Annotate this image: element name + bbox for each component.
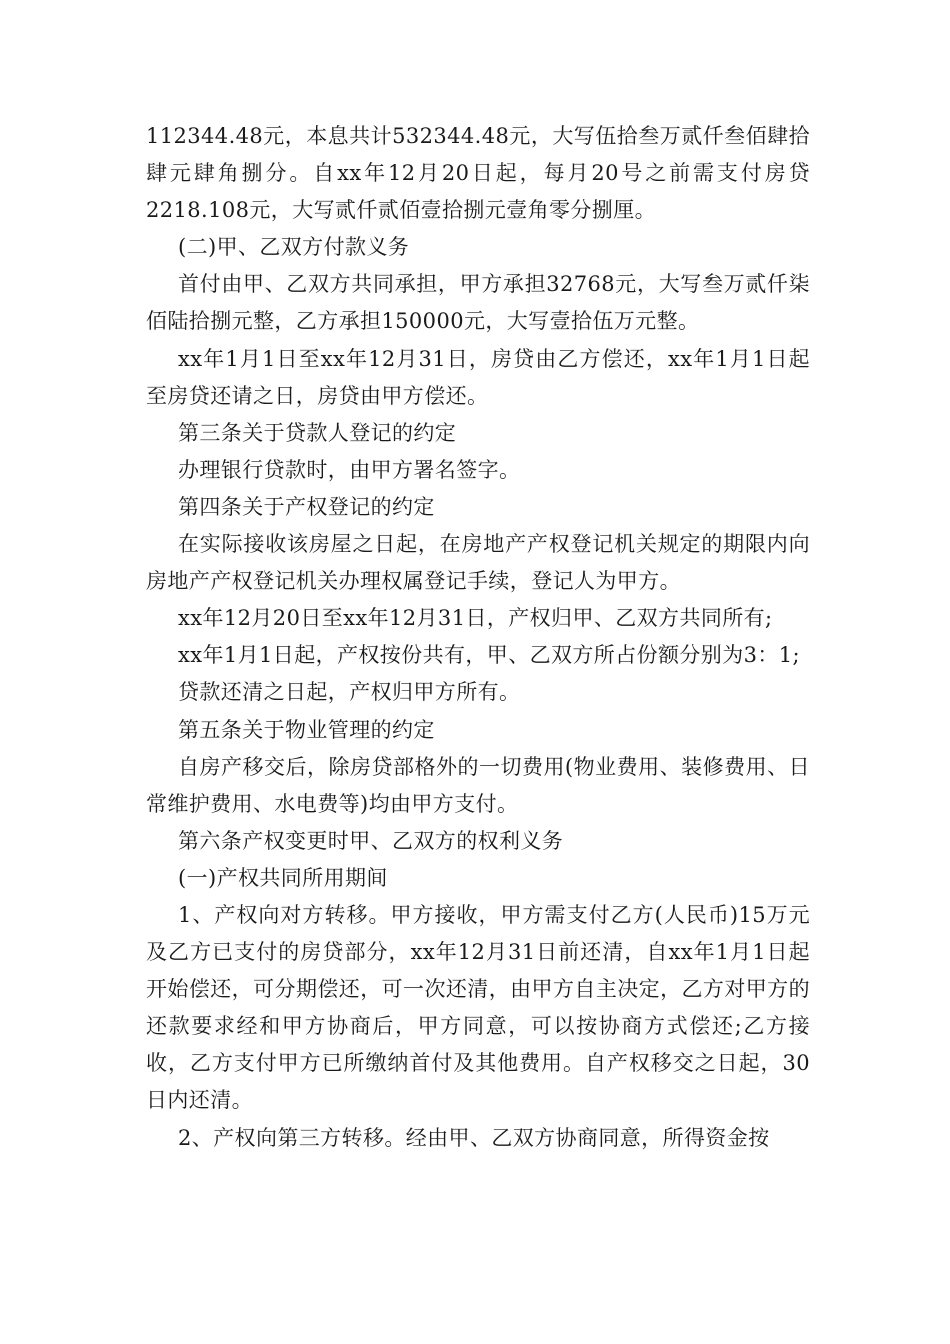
- paragraph-loan-signing: 办理银行贷款时，由甲方署名签字。: [178, 457, 521, 482]
- document-page: [146, 118, 810, 1157]
- paragraph-property-registration: 在实际接收该房屋之日起，在房地产产权登记机关规定的期限内向房地产产权登记机关办理权属登记手续，登记人为甲方。: [146, 532, 810, 594]
- heading-article-four: 第四条关于产权登记的约定: [178, 494, 435, 519]
- heading-joint-period: (一)产权共同所用期间: [178, 865, 388, 890]
- heading-article-three: 第三条关于贷款人登记的约定: [178, 420, 457, 445]
- paragraph-loan-interest: 112344.48元，本息共计532344.48元，大写伍拾叁万贰仟叁佰肆拾肆元肆角捌分。自xx年12月20日起，每月20号之前需支付房贷2218.108元，大写贰仟贰佰壹拾捌元壹角零分捌厘。: [146, 124, 810, 223]
- heading-article-six: 第六条产权变更时甲、乙双方的权利义务: [178, 828, 564, 853]
- paragraph-ownership-shares: xx年1月1日起，产权按份共有，甲、乙双方所占份额分别为3：1;: [178, 643, 801, 668]
- heading-article-five: 第五条关于物业管理的约定: [178, 717, 435, 742]
- paragraph-ownership-after-payoff: 贷款还清之日起，产权归甲方所有。: [178, 680, 521, 705]
- paragraph-transfer-to-party: 1、产权向对方转移。甲方接收，甲方需支付乙方(人民币)15万元及乙方已支付的房贷部分，xx年12月31日前还清，自xx年1月1日起开始偿还，可分期偿还，可一次还清，由甲方自主决定，乙方对甲方的还款要求经和甲方协商后，甲方同意，可以按协商方式偿还;乙方接收，乙方支付甲方已所缴纳首付及其他费用。自产权移交之日起，30日内还清。: [146, 902, 810, 1113]
- heading-payment-obligations: (二)甲、乙双方付款义务: [178, 235, 410, 260]
- paragraph-property-fees: 自房产移交后，除房贷部格外的一切费用(物业费用、装修费用、日常维护费用、水电费等)均由甲方支付。: [146, 754, 810, 816]
- paragraph-joint-ownership: xx年12月20日至xx年12月31日，产权归甲、乙双方共同所有;: [178, 606, 773, 631]
- paragraph-down-payment: 首付由甲、乙双方共同承担，甲方承担32768元，大写叁万贰仟柒佰陆拾捌元整，乙方承担150000元，大写壹拾伍万元整。: [146, 272, 810, 334]
- paragraph-repayment-schedule: xx年1月1日至xx年12月31日，房贷由乙方偿还，xx年1月1日起至房贷还请之日，房贷由甲方偿还。: [146, 346, 810, 408]
- paragraph-transfer-to-third-party: 2、产权向第三方转移。经由甲、乙双方协商同意，所得资金按: [178, 1125, 770, 1150]
